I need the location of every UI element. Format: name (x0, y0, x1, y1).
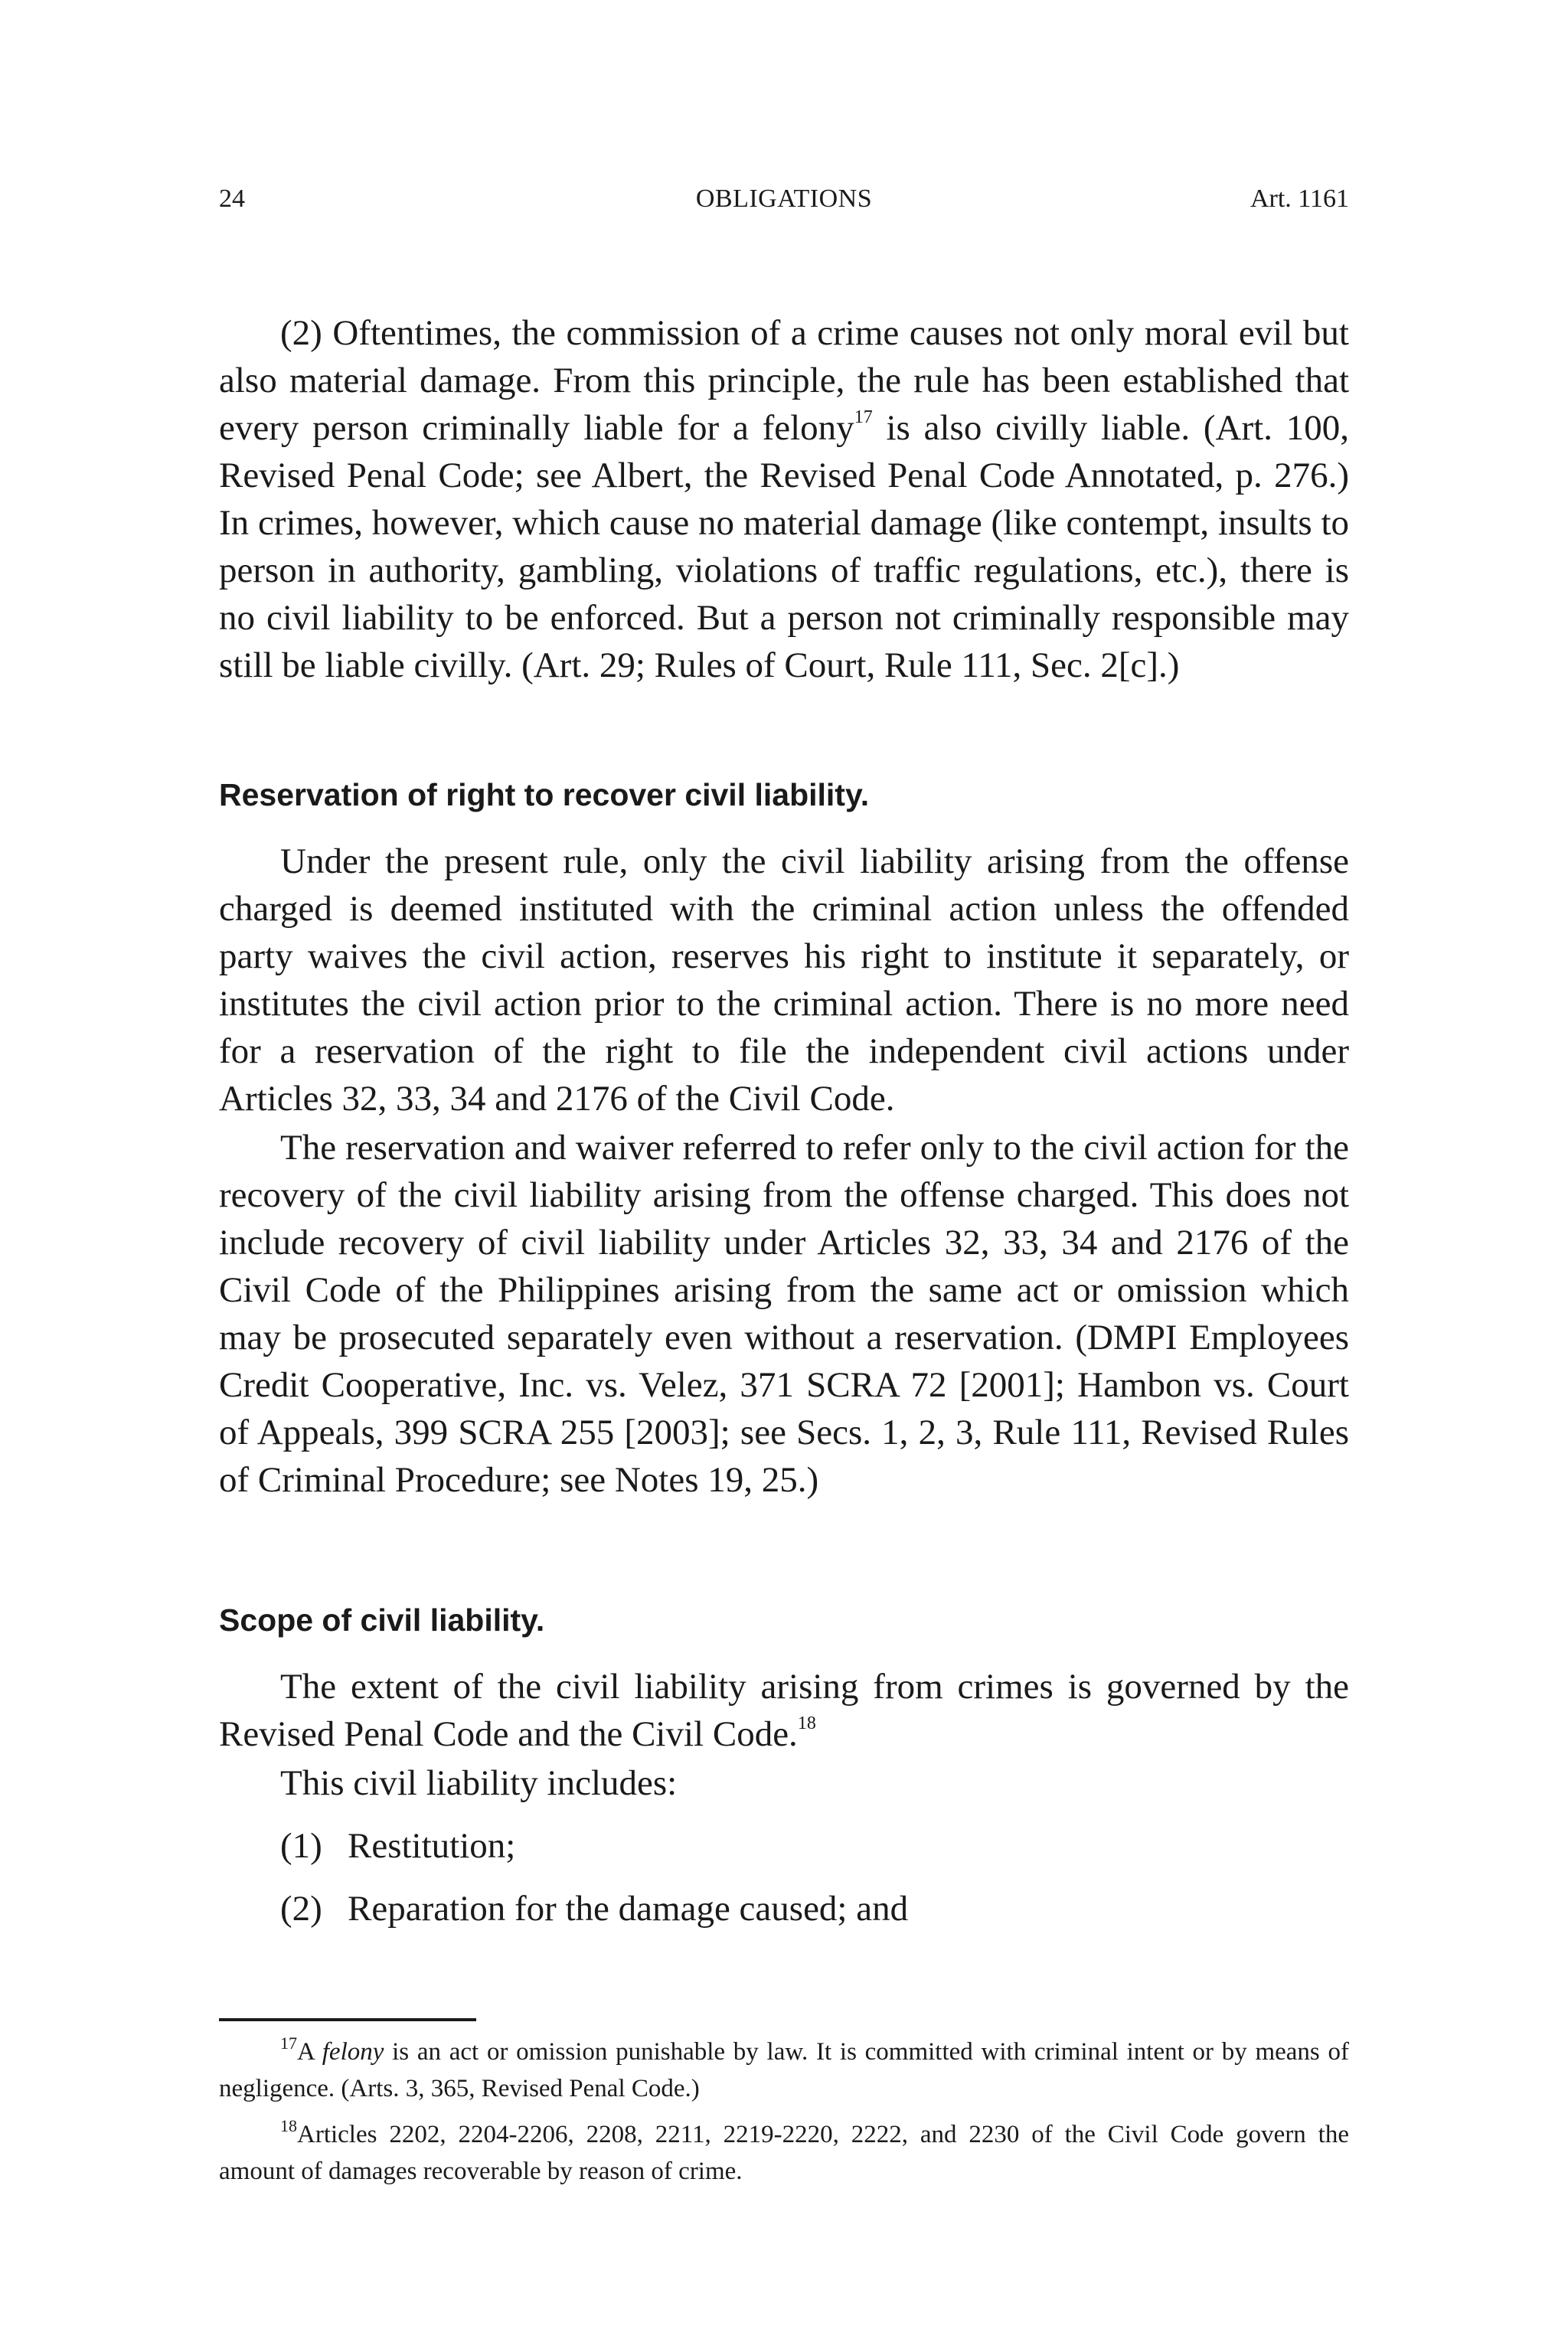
list-intro: This civil liability includes: (280, 1763, 678, 1803)
paragraph-extent (219, 1663, 1349, 1758)
paragraph-text: (2) Oftentimes, the commission of a crime causes not only moral evil but also material damage. From this principle, the rule has been established that every person criminally liable for a felony (219, 313, 1349, 448)
paragraph-present-rule: Under the present rule, only the civil liability arising from the offense charged is deemed instituted with the criminal action unless the offended party waives the civil action, reserves his right to institute it separately, or institutes the civil action prior to the criminal action. There is no more need for a reservation of the right to file the independent civil actions under Articles 32, 33, 34 and 2176 of the Civil Code. (219, 841, 1349, 1119)
footnote-text: Articles 2202, 2204-2206, 2208, 2211, 2219-2220, 2222, and 2230 of the Civil Code govern the amount of damages recoverable by reason of crime. (219, 2121, 1349, 2185)
footnote-number: 18 (280, 2116, 297, 2135)
list-item-text: Reparation for the damage caused; and (348, 1889, 909, 1929)
section-heading-scope: Scope of civil liability. (219, 1602, 545, 1638)
list-item-number: (1) (280, 1826, 322, 1866)
paragraph-text: The extent of the civil liability arising from crimes is governed by the Revised Penal Code and the Civil Code. (219, 1667, 1349, 1754)
running-head (219, 181, 1349, 217)
list-item-number: (2) (280, 1889, 322, 1929)
footnote-text: A (297, 2038, 322, 2066)
paragraph-text: is also civilly liable. (Art. 100, Revised Penal Code; see Albert, the Revised Penal Code Annotated, p. 276.) In crimes, however, which cause no material damage (like contempt, insults to person in authority, gambling, violations of traffic regulations, etc.), there is no civil liability to be enforced. But a person not criminally responsible may still be liable civilly. (Art. 29; Rules of Court, Rule 111, Sec. 2[c].) (219, 408, 1349, 685)
running-title: OBLIGATIONS (695, 185, 873, 213)
footnote-17 (219, 2034, 1349, 2107)
footnote-reference[interactable]: 18 (797, 1713, 816, 1733)
footnote-emphasis: felony (322, 2038, 384, 2066)
list-item (280, 1885, 1349, 1932)
footnote-reference[interactable]: 17 (854, 407, 873, 427)
footnote-text: is an act or omission punishable by law. It is committed with criminal intent or by means of negligence. (Arts. 3, 365, Revised Penal Code.) (219, 2038, 1349, 2102)
page-number: 24 (219, 185, 245, 213)
list-item-text: Restitution; (348, 1826, 516, 1866)
section-heading-reservation: Reservation of right to recover civil liability. (219, 777, 870, 812)
paragraph-reservation-waiver: The reservation and waiver referred to refer only to the civil action for the recovery of the civil liability arising from the offense charged. This does not include recovery of civil liability under Articles 32, 33, 34 and 2176 of the Civil Code of the Philippines arising from the same act or omission which may be prosecuted separately even without a reservation. (DMPI Employees Credit Cooperative, Inc. vs. Velez, 371 SCRA 72 [2001]; Hambon vs. Court of Appeals, 399 SCRA 255 [2003]; see Secs. 1, 2, 3, Rule 111, Revised Rules of Criminal Procedure; see Notes 19, 25.) (219, 1128, 1349, 1500)
footnote-divider (219, 2018, 476, 2021)
footnote-number: 17 (280, 2034, 297, 2053)
paragraph-civil-liability-principle (219, 309, 1349, 689)
list-item (280, 1822, 1349, 1870)
footnote-18 (219, 2116, 1349, 2190)
article-reference: Art. 1161 (1250, 185, 1349, 213)
